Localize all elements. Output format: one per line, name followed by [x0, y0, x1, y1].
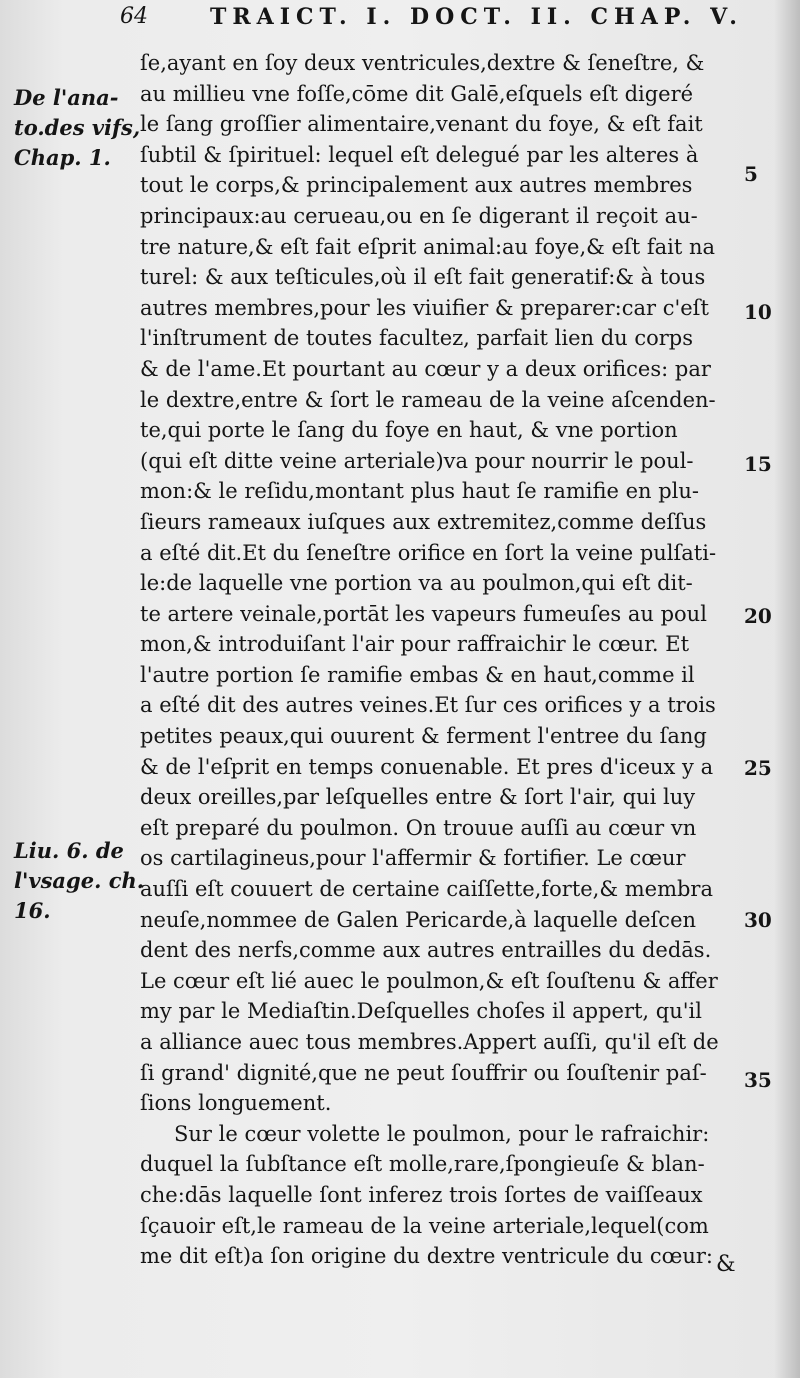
page-number: 64 — [120, 4, 148, 29]
line-number: 20 — [744, 604, 772, 628]
line-number: 25 — [744, 756, 772, 780]
margin-note: 16. — [14, 898, 51, 923]
text-line: Sur le cœur volette le poulmon, pour le rafraichir: — [174, 1121, 710, 1146]
text-line: le:de laquelle vne portion va au poulmon,qui eſt dit- — [140, 571, 693, 596]
running-header — [120, 4, 760, 38]
text-line: my par le Mediaſtin.Deſquelles choſes il appert, qu'il — [140, 999, 702, 1024]
text-line: turel: & aux teſticules,où il eſt fait generatif:& à tous — [140, 265, 706, 290]
text-line: tout le corps,& principalement aux autres membres — [140, 173, 693, 198]
text-line: le dextre,entre & ſort le rameau de la veine aſcenden- — [140, 387, 716, 412]
text-line: che:dās laquelle ſont inferez trois ſortes de vaiſſeaux — [140, 1182, 703, 1207]
text-line: os cartilagineus,pour l'affermir & fortifier. Le cœur — [140, 846, 686, 871]
text-line: ſions longuement. — [140, 1091, 332, 1116]
catchword: & — [716, 1252, 736, 1277]
text-line: mon:& le reſidu,montant plus haut ſe ramifie en plu- — [140, 479, 700, 504]
text-line: deux oreilles,par leſquelles entre & ſort l'air, qui luy — [140, 785, 696, 810]
line-number: 15 — [744, 452, 772, 476]
text-line: petites peaux,qui ouurent & ferment l'entree du ſang — [140, 724, 707, 749]
main-text-block — [140, 48, 740, 1272]
text-line: ſieurs rameaux iuſques aux extremitez,comme deſſus — [140, 509, 707, 534]
line-number: 10 — [744, 300, 772, 324]
text-line: au millieu vne foſſe,cōme dit Galē,eſquels eſt digeré — [140, 81, 694, 106]
text-line: & de l'eſprit en temps conuenable. Et pres d'iceux y a — [140, 754, 714, 779]
text-line: principaux:au cerueau,ou en ſe digerant il reçoit au- — [140, 203, 698, 228]
text-line: auſſi eſt couuert de certaine caiſſette,forte,& membra — [140, 877, 713, 902]
line-number: 5 — [744, 162, 758, 186]
text-line: eſt preparé du poulmon. On trouue auſſi au cœur vn — [140, 815, 697, 840]
text-line: ſubtil & ſpirituel: lequel eſt delegué par les alteres à — [140, 142, 699, 167]
line-number: 30 — [744, 908, 772, 932]
text-line: tre nature,& eſt fait eſprit animal:au foye,& eſt fait na — [140, 234, 715, 259]
text-line: (qui eſt ditte veine arteriale)va pour nourrir le poul- — [140, 448, 694, 473]
running-title: TRAICT. I. DOCT. II. CHAP. V. — [210, 4, 743, 30]
text-line: me dit eſt)a ſon origine du dextre ventricule du cœur: — [140, 1244, 713, 1269]
text-line: a eſté dit.Et du ſeneſtre orifice en ſort la veine pulſati- — [140, 540, 717, 565]
text-line: & de l'ame.Et pourtant au cœur y a deux orifices: par — [140, 356, 711, 381]
text-line: a eſté dit des autres veines.Et ſur ces orifices y a trois — [140, 693, 716, 718]
text-line: autres membres,pour les viuifier & preparer:car c'eſt — [140, 295, 709, 320]
line-number: 35 — [744, 1068, 772, 1092]
text-line: ſe,ayant en ſoy deux ventricules,dextre & ſeneſtre, & — [140, 51, 705, 75]
text-line: Le cœur eſt lié auec le poulmon,& eſt ſouſtenu & affer — [140, 968, 718, 993]
text-line: dent des nerfs,comme aux autres entrailles du dedās. — [140, 938, 712, 963]
text-line: te artere veinale,portāt les vapeurs fumeuſes au poul — [140, 601, 707, 626]
text-line: ſi grand' dignité,que ne peut ſouffrir ou ſouſtenir paſ- — [140, 1060, 707, 1085]
text-line: ſçauoir eſt,le rameau de la veine arteriale,lequel(com — [140, 1213, 709, 1238]
margin-note: De l'ana- — [14, 85, 119, 110]
margin-note: Chap. 1. — [14, 145, 111, 170]
text-line: neuſe,nommee de Galen Pericarde,à laquelle deſcen — [140, 907, 697, 932]
page-edge-shadow — [774, 0, 800, 1378]
text-line: a alliance auec tous membres.Appert auſſi, qu'il eſt de — [140, 1030, 719, 1054]
text-line: l'inſtrument de toutes facultez, parfait lien du corps — [140, 326, 694, 351]
text-line: te,qui porte le ſang du foye en haut, & vne portion — [140, 418, 678, 443]
text-line: le ſang groſſier alimentaire,venant du foye, & eſt fait — [140, 112, 703, 137]
margin-note: to.des vifs, — [14, 115, 141, 140]
text-line: mon,& introduiſant l'air pour raffraichir le cœur. Et — [140, 632, 690, 657]
margin-note: l'vsage. ch. — [14, 868, 145, 893]
margin-note: Liu. 6. de — [14, 838, 124, 863]
text-line: l'autre portion ſe ramifie embas & en haut,comme il — [140, 662, 695, 687]
text-line: duquel la ſubſtance eſt molle,rare,ſpongieuſe & blan- — [140, 1152, 705, 1177]
